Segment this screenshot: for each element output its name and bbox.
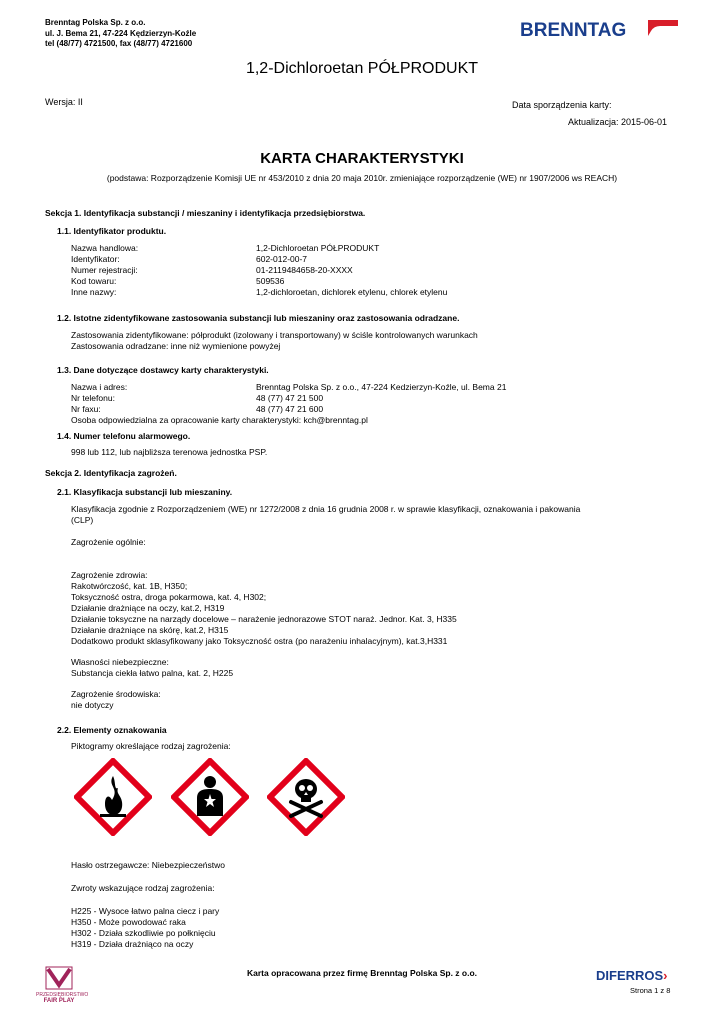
- hazard-line: Działanie drażniące na skórę, kat.2, H315: [71, 625, 229, 635]
- row-value: 48 (77) 47 21 500: [256, 393, 324, 403]
- company-street: ul. J. Bema 21, 47-224 Kędzierzyn-Koźle: [45, 28, 197, 38]
- skull-crossbones-icon: [267, 758, 345, 836]
- hazard-statement: H319 - Działa drażniąco na oczy: [71, 939, 194, 949]
- row-key: Nazwa handlowa:: [71, 243, 139, 253]
- classification-text: [71, 504, 580, 526]
- row-key: Kod towaru:: [71, 276, 117, 286]
- row-value: 01-2119484658-20-XXXX: [256, 265, 353, 275]
- advised-against-uses: Zastosowania odradzane: inne niż wymienione powyżej: [71, 341, 281, 351]
- environment-value: nie dotyczy: [71, 700, 114, 710]
- fair-play-top: PRZEDSIĘBIORSTWO: [36, 992, 89, 998]
- row-key: Identyfikator:: [71, 254, 120, 264]
- physical-hazards-label: Własności niebezpieczne:: [71, 657, 169, 667]
- table-row: [71, 254, 447, 265]
- hazard-line: Dodatkowo produkt sklasyfikowany jako Toksyczność ostra (po narażeniu inhalacyjnym), kat.3,H331: [71, 636, 448, 646]
- section-1-1-heading: 1.1. Identyfikator produktu.: [57, 226, 167, 236]
- section-2-heading: Sekcja 2. Identyfikacja zagrożeń.: [45, 468, 177, 478]
- table-row: [71, 243, 447, 254]
- health-hazard-icon: [171, 758, 249, 836]
- section-2-1-heading: 2.1. Klasyfikacja substancji lub mieszaniny.: [57, 487, 233, 497]
- row-key: Nr faxu:: [71, 404, 101, 414]
- environment-hazards-label: Zagrożenie środowiska:: [71, 689, 161, 699]
- table-row: [71, 382, 506, 393]
- emergency-phone: 998 lub 112, lub najbliższa terenowa jednostka PSP.: [71, 447, 268, 457]
- classification-line: (CLP): [71, 515, 94, 525]
- table-row: [71, 404, 506, 415]
- section-1-heading: Sekcja 1. Identyfikacja substancji / mieszaniny i identyfikacja przedsiębiorstwa.: [45, 208, 366, 218]
- identified-uses: Zastosowania zidentyfikowane: półprodukt (izolowany i transportowany) w ściśle kontrolowanych warunkach: [71, 330, 478, 340]
- diferros-text: DIFERROS: [596, 968, 664, 983]
- creation-date-label: Data sporządzenia karty:: [512, 100, 612, 110]
- hazard-line: Działanie drażniące na oczy, kat.2, H319: [71, 603, 225, 613]
- hazard-line: Rakotwórczość, kat. 1B, H350;: [71, 581, 188, 591]
- pictograms-label: Piktogramy określające rodzaj zagrożenia:: [71, 741, 231, 751]
- environment-hazards: [71, 689, 161, 711]
- update-date: Aktualizacja: 2015-06-01: [568, 117, 668, 127]
- row-value: 48 (77) 47 21 600: [256, 404, 324, 414]
- company-phone: tel (48/77) 4721500, fax (48/77) 4721600: [45, 39, 193, 48]
- page-title: KARTA CHARAKTERYSTYKI: [260, 150, 464, 167]
- diferros-arrow-icon: ›: [663, 968, 668, 983]
- hazard-line: Substancja ciekła łatwo palna, kat. 2, H225: [71, 668, 234, 678]
- health-hazards-label: Zagrożenie zdrowia:: [71, 570, 148, 580]
- logo-text: BRENNTAG: [520, 20, 627, 41]
- row-key: Nazwa i adres:: [71, 382, 128, 392]
- row-value: 1,2-Dichloroetan PÓŁPRODUKT: [256, 243, 380, 253]
- supplier-table: [71, 382, 506, 426]
- row-value: Brenntag Polska Sp. z o.o., 47-224 Kedzierzyn-Koźle, ul. Bema 21: [256, 382, 507, 392]
- company-address: [45, 18, 196, 50]
- fair-play-label: [36, 992, 89, 1004]
- section-1-2-heading: 1.2. Istotne zidentyfikowane zastosowania substancji lub mieszaniny oraz zastosowania odradzane.: [57, 313, 460, 323]
- table-row: [71, 265, 447, 276]
- hazard-statement: H302 - Działa szkodliwie po połknięciu: [71, 928, 216, 938]
- legal-basis: (podstawa: Rozporządzenie Komisji UE nr 453/2010 z dnia 20 maja 2010r. zmieniające rozporządzenie (WE) nr 1907/2006 ws REACH): [106, 173, 618, 183]
- table-row: [71, 393, 506, 404]
- page-number: Strona 1 z 8: [630, 986, 671, 995]
- hazard-statement: H225 - Wysoce łatwo palna ciecz i pary: [71, 906, 220, 916]
- product-identifier-table: [71, 243, 447, 298]
- physical-hazards: [71, 657, 233, 679]
- row-key: Nr telefonu:: [71, 393, 115, 403]
- footer-text: Karta opracowana przez firmę Brenntag Polska Sp. z o.o.: [246, 968, 478, 978]
- general-hazard-label: Zagrożenie ogólnie:: [71, 537, 146, 547]
- table-row: [71, 276, 447, 287]
- health-hazards: [71, 570, 457, 647]
- row-key: Inne nazwy:: [71, 287, 117, 297]
- hazard-line: Toksyczność ostra, droga pokarmowa, kat. 4, H302;: [71, 592, 267, 602]
- table-row: [71, 287, 447, 298]
- company-name: Brenntag Polska Sp. z o.o.: [45, 18, 146, 27]
- section-1-4-heading: 1.4. Numer telefonu alarmowego.: [57, 431, 191, 441]
- signal-word: Hasło ostrzegawcze: Niebezpieczeństwo: [71, 860, 226, 870]
- responsible-person: Osoba odpowiedzialna za opracowanie karty charakterystyki: kch@brenntag.pl: [71, 415, 368, 425]
- flame-icon: [74, 758, 152, 836]
- section-2-2-heading: 2.2. Elementy oznakowania: [57, 725, 167, 735]
- row-key: Numer rejestracji:: [71, 265, 138, 275]
- document-title: 1,2-Dichloroetan PÓŁPRODUKT: [245, 60, 479, 77]
- row-value: 509536: [256, 276, 285, 286]
- hazard-statements-label: Zwroty wskazujące rodzaj zagrożenia:: [71, 883, 215, 893]
- hazard-statements: [71, 906, 219, 950]
- classification-line: Klasyfikacja zgodnie z Rozporządzeniem (WE) nr 1272/2008 z dnia 16 grudnia 2008 r. w sprawie klasyfikacji, oznakowania i pakowania: [71, 504, 581, 514]
- row-value: 602-012-00-7: [256, 254, 308, 264]
- logo-swoosh: [648, 20, 678, 36]
- diferros-logo: [596, 968, 668, 983]
- hazard-statement: H350 - Może powodować raka: [71, 917, 186, 927]
- uses-text: [71, 330, 478, 352]
- fair-play-text: FAIR PLAY: [43, 998, 75, 1004]
- version-label: Wersja: II: [45, 97, 83, 107]
- hazard-line: Działanie toksyczne na narządy docelowe – narażenie jednorazowe STOT naraż. Jednor. Kat. 3, H335: [71, 614, 457, 624]
- brenntag-logo: [520, 14, 680, 44]
- section-1-3-heading: 1.3. Dane dotyczące dostawcy karty charakterystyki.: [57, 365, 269, 375]
- row-value: 1,2-dichloroetan, dichlorek etylenu, chlorek etylenu: [256, 287, 448, 297]
